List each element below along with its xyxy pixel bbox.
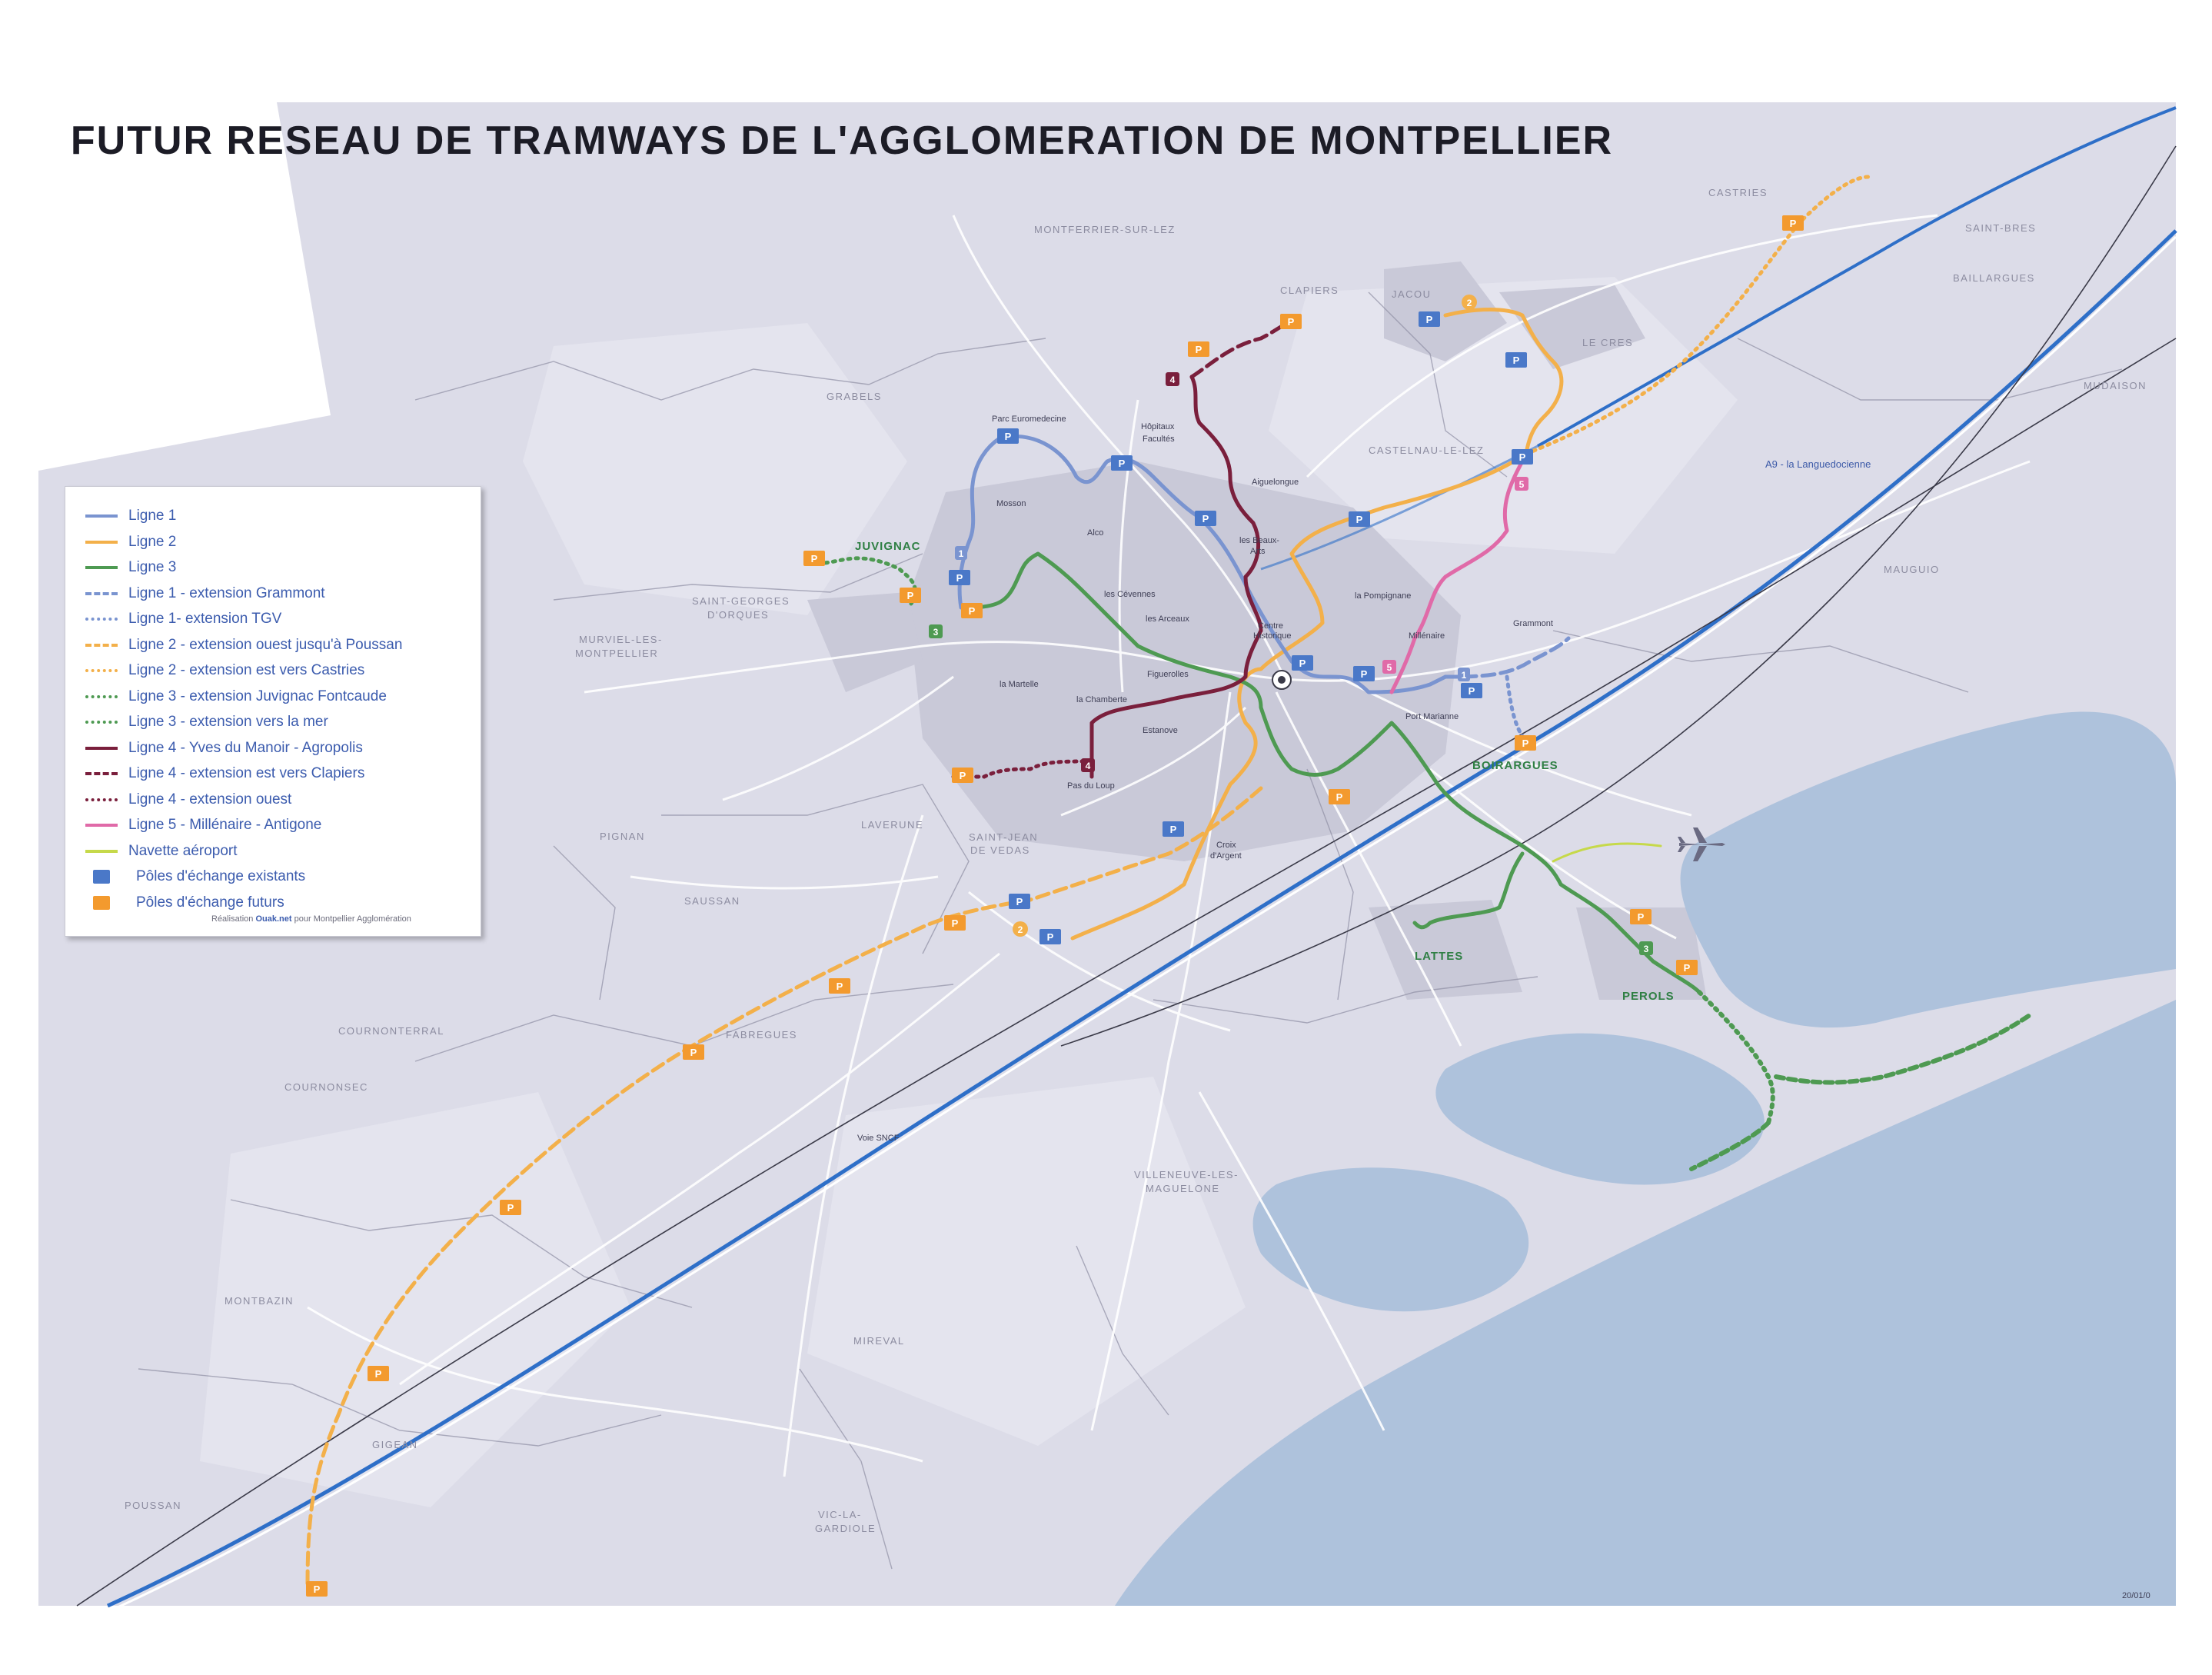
svg-text:P: P [1299, 658, 1306, 669]
place-villeneuve-1: VILLENEUVE-LES- [1134, 1169, 1239, 1180]
place-lattes: LATTES [1415, 950, 1464, 963]
legend-line-swatch [85, 541, 118, 544]
svg-text:4: 4 [1169, 375, 1176, 385]
legend-item [85, 583, 325, 604]
svg-text:P: P [1468, 685, 1475, 697]
pole-existing [1009, 894, 1030, 909]
legend-label: Navette aéroport [128, 842, 238, 859]
svg-text:3: 3 [1643, 944, 1649, 954]
pole-future [829, 978, 850, 994]
place-murviel-2: MONTPELLIER [575, 648, 659, 659]
legend-item [85, 738, 363, 759]
legend-item [85, 686, 387, 708]
legend-line-swatch [85, 824, 118, 827]
place-saint-jean-2: DE VEDAS [970, 844, 1030, 856]
pole-future [803, 551, 825, 566]
legend-label: Ligne 1 [128, 508, 177, 524]
place-poussan: POUSSAN [125, 1500, 182, 1511]
stop-centre-1: Centre [1258, 621, 1284, 631]
place-cournonterral: COURNONTERRAL [338, 1025, 444, 1037]
legend-line-swatch [85, 514, 118, 518]
legend-item [85, 711, 328, 733]
svg-text:2: 2 [1017, 924, 1023, 935]
pole-future [1515, 735, 1536, 751]
legend-line-swatch [85, 772, 118, 775]
svg-text:P: P [906, 590, 914, 601]
svg-text:P: P [313, 1583, 321, 1595]
pole-future [368, 1366, 389, 1381]
pole-future [500, 1200, 521, 1215]
legend-label: Ligne 2 - extension est vers Castries [128, 662, 365, 678]
place-grabels: GRABELS [827, 391, 882, 402]
svg-text:P: P [1046, 931, 1054, 943]
date-label: 20/01/0 [2122, 1591, 2150, 1600]
pole-future [1280, 314, 1302, 329]
pole-future [683, 1044, 704, 1060]
pole-future [961, 603, 983, 618]
legend-line-swatch [85, 850, 118, 853]
pole-future [1329, 789, 1350, 804]
place-laverune: LAVERUNE [861, 819, 924, 831]
place-castelnau: CASTELNAU-LE-LEZ [1369, 445, 1485, 456]
place-saint-georges-2: D'ORQUES [707, 609, 770, 621]
place-saint-jean-1: SAINT-JEAN [969, 831, 1039, 843]
place-fabregues: FABREGUES [726, 1029, 797, 1041]
svg-text:P: P [507, 1202, 514, 1214]
pole-future [1630, 909, 1652, 924]
legend-item [85, 814, 321, 836]
legend-label: Ligne 4 - Yves du Manoir - Agropolis [128, 739, 363, 756]
stop-grammont: Grammont [1513, 619, 1553, 628]
place-villeneuve-2: MAGUELONE [1146, 1183, 1220, 1194]
legend-item [85, 557, 176, 578]
stop-martelle: la Martelle [1000, 680, 1039, 689]
stop-millenaire: Millénaire [1409, 631, 1445, 641]
marker-ligne2 [1013, 921, 1028, 937]
legend-label: Ligne 2 - extension ouest jusqu'à Poussan [128, 636, 403, 653]
marker-ligne5 [1382, 660, 1396, 674]
svg-text:P: P [1004, 431, 1012, 442]
legend-line-swatch [85, 798, 118, 801]
marker-ligne4 [1081, 758, 1095, 772]
pole-existing [1163, 821, 1184, 837]
legend-line-swatch [85, 592, 118, 595]
legend-line-swatch [85, 669, 118, 672]
stop-aiguelongue: Aiguelongue [1252, 478, 1299, 487]
credit-suffix: pour Montpellier Agglomération [294, 914, 411, 924]
legend-item [85, 841, 238, 862]
legend-label: Ligne 2 [128, 533, 177, 550]
pole-future [952, 768, 973, 783]
svg-text:P: P [1195, 344, 1202, 355]
pole-existing [997, 428, 1019, 444]
svg-text:P: P [810, 553, 818, 564]
stop-hopitaux-2: Facultés [1143, 435, 1175, 444]
svg-text:P: P [1425, 314, 1433, 325]
place-saussan: SAUSSAN [684, 895, 740, 907]
legend-item [85, 660, 364, 681]
svg-text:3: 3 [933, 627, 939, 638]
pole-existing [1292, 655, 1313, 671]
svg-text:P: P [1118, 458, 1126, 469]
stop-beaux-arts-1: les Beaux- [1239, 536, 1279, 545]
stop-chamberte: la Chamberte [1076, 695, 1128, 704]
legend-item [85, 531, 176, 553]
pole-existing [1111, 455, 1133, 471]
legend-item [85, 892, 284, 914]
place-mudaison: MUDAISON [2084, 380, 2147, 391]
legend-item [85, 505, 176, 527]
legend-label: Ligne 3 - extension Juvignac Fontcaude [128, 688, 387, 704]
svg-text:P: P [959, 770, 966, 781]
place-castries: CASTRIES [1708, 187, 1768, 198]
svg-text:1: 1 [1461, 670, 1467, 681]
svg-text:5: 5 [1386, 662, 1392, 673]
legend-line-swatch [85, 695, 118, 698]
svg-text:P: P [956, 572, 963, 584]
pole-existing [1505, 352, 1527, 368]
stop-croix-1: Croix [1216, 841, 1236, 850]
pole-existing [1419, 311, 1440, 327]
pole-existing [1349, 511, 1370, 527]
place-montbazin: MONTBAZIN [225, 1295, 294, 1307]
marker-ligne1 [1458, 668, 1470, 681]
marker-ligne1 [955, 546, 967, 560]
stop-alco: Alco [1087, 528, 1104, 538]
park-ride-icon [93, 896, 110, 910]
legend-item [85, 789, 291, 811]
stop-mosson: Mosson [996, 499, 1026, 508]
svg-text:2: 2 [1466, 298, 1472, 308]
place-mauguio: MAUGUIO [1884, 564, 1940, 575]
svg-text:P: P [690, 1047, 697, 1058]
place-le-cres: LE CRES [1582, 337, 1634, 348]
stop-arceaux: les Arceaux [1146, 614, 1189, 624]
station-icon [1272, 671, 1291, 689]
legend-label: Ligne 4 - extension est vers Clapiers [128, 765, 365, 781]
stop-beaux-arts-2: Arts [1250, 547, 1266, 556]
a9-label: A9 - la Languedocienne [1765, 458, 1871, 470]
svg-text:P: P [1287, 316, 1295, 328]
legend-label: Ligne 1 - extension Grammont [128, 584, 325, 601]
place-vic-2: GARDIOLE [815, 1523, 876, 1534]
place-juvignac: JUVIGNAC [855, 540, 921, 553]
pole-future [1188, 341, 1209, 357]
pole-existing [949, 570, 970, 585]
pole-future [1782, 215, 1804, 231]
svg-text:P: P [1360, 668, 1368, 680]
svg-text:P: P [1169, 824, 1177, 835]
place-saint-georges-1: SAINT-GEORGES [692, 595, 790, 607]
svg-text:P: P [1683, 962, 1691, 974]
map-title: FUTUR RESEAU DE TRAMWAYS DE L'AGGLOMERATION DE MONTPELLIER [70, 118, 1614, 163]
legend-line-swatch [85, 721, 118, 724]
voie-sncf-label: Voie SNCF [857, 1134, 900, 1143]
place-baillargues: BAILLARGUES [1953, 272, 2035, 284]
svg-text:P: P [1336, 791, 1343, 803]
pole-existing [1353, 666, 1375, 681]
stop-croix-2: d'Argent [1210, 851, 1242, 861]
map-legend [65, 486, 481, 937]
place-boirargues: BOIRARGUES [1472, 759, 1558, 772]
credit-brand: Ouak.net [255, 914, 292, 924]
legend-credit [211, 914, 411, 924]
place-montferrier: MONTFERRIER-SUR-LEZ [1034, 224, 1176, 235]
marker-ligne2 [1462, 295, 1477, 310]
legend-line-swatch [85, 644, 118, 647]
stop-pas-du-loup: Pas du Loup [1067, 781, 1115, 791]
svg-text:P: P [1016, 896, 1023, 907]
svg-text:4: 4 [1085, 761, 1091, 771]
stop-pompignane: la Pompignane [1355, 591, 1412, 601]
stop-figuerolles: Figuerolles [1147, 670, 1189, 679]
legend-item [85, 763, 364, 784]
svg-text:P: P [836, 981, 843, 992]
svg-text:P: P [968, 605, 976, 617]
park-ride-icon [93, 870, 110, 884]
svg-text:P: P [1512, 355, 1520, 366]
svg-text:P: P [1522, 738, 1529, 749]
stop-cevennes: les Cévennes [1104, 590, 1156, 599]
svg-text:P: P [374, 1368, 382, 1380]
svg-text:P: P [1518, 451, 1526, 463]
legend-line-swatch [85, 747, 118, 750]
legend-label: Ligne 1- extension TGV [128, 611, 282, 627]
pole-future [306, 1581, 328, 1597]
legend-item [85, 634, 402, 656]
svg-text:P: P [1202, 513, 1209, 524]
legend-label: Ligne 5 - Millénaire - Antigone [128, 817, 322, 833]
pole-existing [1512, 449, 1533, 465]
stop-estanove: Estanove [1143, 726, 1178, 735]
place-clapiers: CLAPIERS [1280, 285, 1339, 296]
pole-future [900, 588, 921, 603]
stop-hopitaux-1: Hôpitaux [1141, 422, 1175, 431]
svg-text:P: P [1789, 218, 1797, 229]
pole-future [944, 915, 966, 931]
svg-text:P: P [951, 917, 959, 929]
place-cournonsec: COURNONSEC [284, 1081, 368, 1093]
marker-ligne5 [1515, 477, 1528, 491]
place-jacou: JACOU [1392, 288, 1432, 300]
legend-label: Pôles d'échange futurs [136, 894, 284, 911]
svg-text:5: 5 [1518, 479, 1525, 490]
pole-existing [1461, 683, 1482, 698]
legend-label: Ligne 3 [128, 559, 177, 575]
place-gigean: GIGEAN [372, 1439, 418, 1450]
marker-ligne4 [1166, 372, 1179, 386]
legend-line-swatch [85, 566, 118, 569]
place-saint-bres: SAINT-BRES [1965, 222, 2037, 234]
stop-port-marianne: Port Marianne [1405, 712, 1459, 721]
legend-label: Pôles d'échange existants [136, 868, 306, 884]
stop-centre-2: Historique [1253, 631, 1292, 641]
legend-line-swatch [85, 618, 118, 621]
marker-ligne3 [1639, 941, 1653, 955]
pole-existing [1195, 511, 1216, 526]
pole-existing [1039, 929, 1061, 944]
svg-text:P: P [1637, 911, 1645, 923]
stop-parc-euromedecine: Parc Euromedecine [992, 415, 1066, 424]
legend-item [85, 608, 281, 630]
place-mireval: MIREVAL [853, 1335, 905, 1347]
svg-text:P: P [1355, 514, 1363, 525]
legend-item [85, 866, 305, 887]
marker-ligne3 [929, 624, 943, 638]
place-perols: PEROLS [1622, 990, 1675, 1003]
place-murviel-1: MURVIEL-LES- [579, 634, 663, 645]
credit-prefix: Réalisation [211, 914, 254, 924]
legend-label: Ligne 3 - extension vers la mer [128, 714, 328, 730]
legend-label: Ligne 4 - extension ouest [128, 791, 292, 808]
svg-text:1: 1 [958, 548, 964, 559]
pole-future [1676, 960, 1698, 975]
place-pignan: PIGNAN [600, 831, 645, 842]
place-vic-1: VIC-LA- [818, 1509, 862, 1520]
